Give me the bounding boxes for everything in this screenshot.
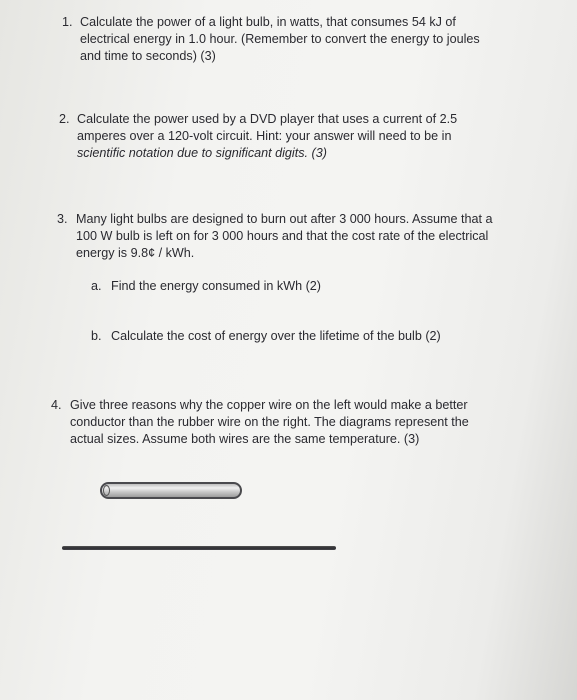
- question-line: and time to seconds) (3): [80, 49, 216, 63]
- question-2: [59, 111, 539, 162]
- part-letter: a.: [91, 279, 102, 293]
- question-line: Give three reasons why the copper wire on the left would make a better: [70, 398, 468, 412]
- copper-wire-diagram: [100, 482, 242, 499]
- question-3: [57, 211, 557, 262]
- rubber-wire-diagram: [62, 546, 336, 550]
- question-3b: [91, 328, 511, 345]
- question-line: Many light bulbs are designed to burn out after 3 000 hours. Assume that a: [76, 212, 493, 226]
- question-line: 100 W bulb is left on for 3 000 hours and that the cost rate of the electrical: [76, 229, 489, 243]
- question-line: energy is 9.8¢ / kWh.: [76, 246, 195, 260]
- question-line: amperes over a 120-volt circuit. Hint: your answer will need to be in: [77, 129, 452, 143]
- question-3a: [91, 278, 511, 295]
- part-text: Calculate the cost of energy over the lifetime of the bulb (2): [111, 329, 441, 343]
- part-text: Find the energy consumed in kWh (2): [111, 279, 321, 293]
- question-number: 4.: [51, 398, 62, 412]
- question-1: [62, 14, 542, 65]
- question-4: [51, 397, 551, 448]
- question-line: Calculate the power used by a DVD player that uses a current of 2.5: [77, 112, 458, 126]
- question-number: 3.: [57, 212, 68, 226]
- wire-end-cap: [103, 485, 110, 496]
- question-line: Calculate the power of a light bulb, in watts, that consumes 54 kJ of: [80, 15, 456, 29]
- question-line: conductor than the rubber wire on the right. The diagrams represent the: [70, 415, 469, 429]
- question-number: 2.: [59, 112, 70, 126]
- part-letter: b.: [91, 329, 102, 343]
- question-line: electrical energy in 1.0 hour. (Remember to convert the energy to joules: [80, 32, 480, 46]
- question-number: 1.: [62, 15, 73, 29]
- question-line: scientific notation due to significant digits. (3): [77, 146, 327, 160]
- question-line: actual sizes. Assume both wires are the same temperature. (3): [70, 432, 420, 446]
